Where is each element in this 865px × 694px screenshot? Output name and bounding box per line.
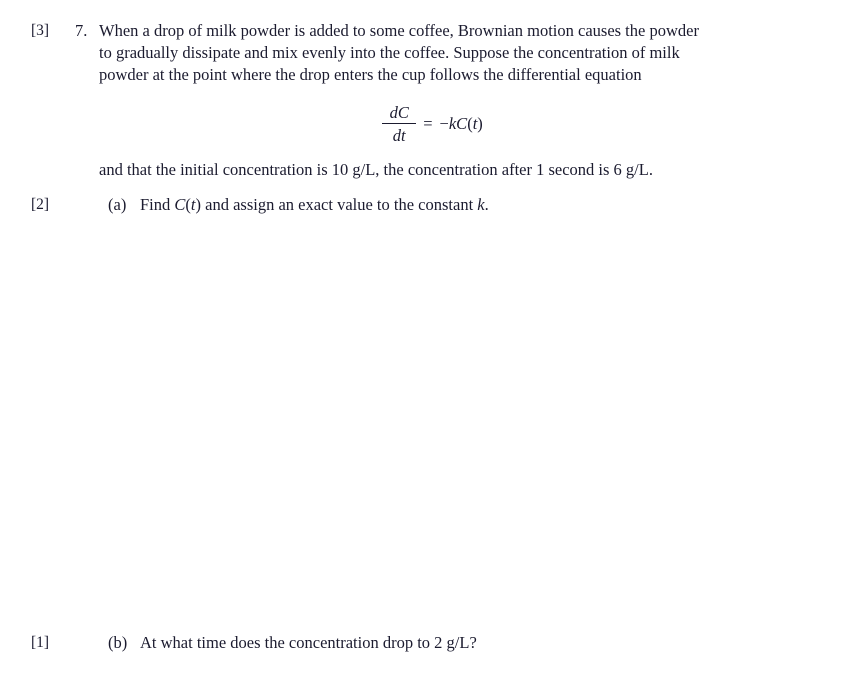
question-marks: [3] [31, 22, 50, 39]
variable-t: t [472, 114, 478, 134]
differential-equation [0, 103, 865, 145]
rate-constant-k: k [448, 114, 457, 134]
fraction-numerator: dC [389, 103, 409, 122]
paren-close: ) [477, 114, 483, 134]
part-a-math-t: t [190, 195, 196, 214]
part-a-text-before: Find [140, 195, 175, 214]
part-a-math-close: ) [195, 195, 201, 214]
part-a-math-k: k [477, 195, 485, 214]
conditions-text: and that the initial concentration is 10 g/L, the concentration after 1 second is 6 g/L. [99, 160, 653, 179]
part-a-math-C: C [174, 195, 186, 214]
part-a-body [140, 194, 806, 216]
derivative-fraction [382, 104, 416, 145]
question-body [99, 20, 806, 86]
concentration-C: C [456, 114, 468, 134]
part-b-label: (b) [108, 633, 128, 652]
question-number: 7. [75, 21, 88, 40]
fraction-bar [382, 123, 416, 124]
fraction-denominator: dt [392, 126, 406, 146]
part-a-math-open: ( [185, 195, 191, 214]
paren-open: ( [467, 114, 473, 134]
equation-row [382, 104, 483, 145]
part-a-text-middle: and assign an exact value to the constant [201, 195, 478, 214]
equals-sign: = [423, 114, 433, 134]
question-body-line-2: to gradually dissipate and mix evenly into the coffee. Suppose the concentration of milk [99, 43, 680, 62]
question-body-line-1: When a drop of milk powder is added to some coffee, Brownian motion causes the powder [99, 21, 699, 40]
part-b-marks: [1] [31, 634, 50, 651]
minus-sign: − [439, 114, 449, 134]
part-a-marks: [2] [31, 196, 50, 213]
part-a-label: (a) [108, 195, 127, 214]
question-body-line-3: powder at the point where the drop enters the cup follows the differential equation [99, 65, 642, 84]
equation-rhs [440, 114, 483, 134]
part-b-body: At what time does the concentration drop to 2 g/L? [140, 633, 477, 652]
part-a-text-after: . [484, 195, 489, 214]
